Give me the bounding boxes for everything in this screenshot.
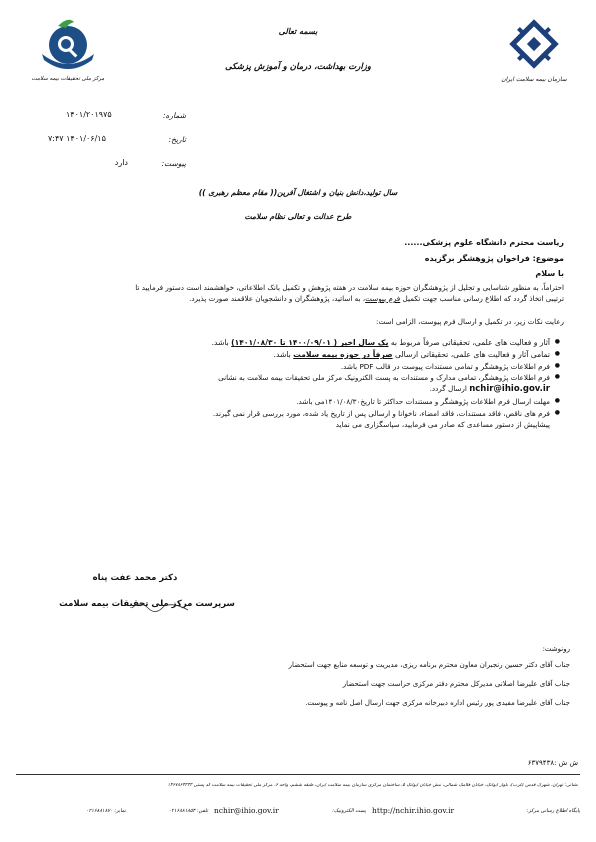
attachment-form-ref: فرم پیوست [365,294,401,304]
center-email: nchir@ihio.gov.ir [469,384,550,395]
date-label: تاریخ: [168,135,186,144]
basmala: بسمه تعالی [278,26,318,36]
ministry-name: وزارت بهداشت، درمان و آموزش پزشکی [225,62,371,72]
fax-number: نمابر: ۰۲۱۶۸۸۱۸۷۰ [85,808,126,814]
signature-scribble-icon [130,598,190,614]
note-item-pdf: ● فرم اطلاعات پژوهشگر و تمامی مستندات پیوست در قالب PDF باشد. [62,361,560,372]
website-link[interactable]: http://nchir.ihio.gov.ir [372,806,455,815]
email-link[interactable]: nchir@ihio.gov.ir [214,806,279,815]
number-label: شماره: [163,111,186,120]
org-logo-right [494,18,574,92]
signer-name: دکتر محمد عفت پناه [92,573,178,583]
subject: موضوع: فراخوان پژوهشگر برگزیده [424,254,564,263]
copy-item: جناب آقای علیرضا مفیدی پور رئیس اداره دبیرخانه مرکزی جهت ارسال اصل نامه و پیوست. [305,699,570,707]
org-name-left: مرکز ملی تحقیقات بیمه سلامت [31,76,105,82]
copies-label: رونوشت: [542,645,570,653]
note-item-scope: ● تمامی آثار و فعالیت های علمی، تحقیقاتی ارسالی صرفاً در حوزه بیمه سلامت باشد. [62,349,560,361]
phone-number: تلفن: ۰۲۱۶۸۸۱۸۵۴ [168,808,208,814]
health-insurance-logo-icon [494,18,574,70]
intro-line-1: احتراماً، به منظور شناسایی و تجلیل از پژوهشگران حوزه بیمه سلامت در هفته پژوهش و تکمیل بانک اطلاعاتی، خواهشمند است دستور فرمایید تا [135,283,564,292]
letter-body [62,238,564,430]
date-value: ۷:۴۷ ۱۴۰۱/۰۶/۱۵ [48,134,106,143]
copy-item: جناب آقای علیرضا اصلانی مدیرکل محترم دفتر مرکزی حراست جهت استحضار [342,680,570,688]
footer-address: نشانی: تهران، شهرک قدس (غرب)، بلوار ایوانک، خیابان فلامک شمالی، نبش خیابان ایوانک ۵، ساختمان مرکزی سازمان بیمه سلامت ایران، طبقه ششم، واحد ۶، مرکز ملی تحقیقات بیمه سلامت کد پستی ۱۴۶۷۸۶۴۳۳۳ [167,783,578,788]
closing-line: پیشاپیش از دستور مساعدی که صادر می فرمایید، سپاسگزاری می نماید [335,419,550,429]
website-label: پایگاه اطلاع رسانی مرکز: [526,808,580,814]
signer-title: سرپرست مرکز ملی تحقیقات بیمه سلامت [59,599,235,609]
plan-slogan: طرح عدالت و تعالی نظام سلامت [244,212,352,221]
org-logo-left [28,14,108,88]
recipient: ریاست محترم دانشگاه علوم پزشکی...... [404,238,564,247]
attachment-label: پیوست: [161,159,186,168]
note-item-deadline: ● مهلت ارسال فرم اطلاعات پژوهشگر و مستندات حداکثر تا تاریخ۱۴۰۱/۰۸/۳۰می باشد. [62,396,560,407]
note-item-period: ● آثار و فعالیت های علمی، تحقیقاتی صرفاً مربوط به یک سال اخیر ( ۱۴۰۰/۰۹/۰۱ تا ۱۴۰۱/۰۸/۳۰) باشد. [62,337,560,349]
notes-list [62,337,564,418]
greeting: با سلام [535,269,564,278]
org-name-right: سازمان بیمه سلامت ایران [501,76,567,83]
email-label: پست الکترونیک: [332,808,366,814]
year-slogan: سال تولید،دانش بنیان و اشتغال آفرین(( مقام معظم رهبری )) [198,188,398,197]
intro-paragraph [62,282,564,304]
attachment-value: دارد [114,158,128,167]
intro-line-2: ترتیبی اتخاذ گردد که اطلاع رسانی مناسب جهت تکمیل فرم پیوست، به اساتید، پژوهشگران و دانشجویان علاقمند صورت پذیرد. [189,294,564,304]
number-value: ۱۴۰۱/۲۰۱۹۷۵ [66,110,112,119]
copy-item: جناب آقای دکتر حسین رنجبران معاون محترم برنامه ریزی، مدیریت و توسعه منابع جهت استحضار [288,661,570,669]
document-code: ش ش :۶۳۷۹۴۳۸ [527,759,578,767]
note-item-email: ● فرم اطلاعات پژوهشگر، تمامی مدارک و مستندات به پست الکترونیک مرکز ملی تحقیقات بیمه سلامت به نشانی nchir@ihio.gov.ir ارسال گردد. [62,372,560,396]
note-item-rejection: ● فرم های ناقص، فاقد مستندات، فاقد امضاء، ناخوانا و ارسالی پس از تاریخ یاد شده، مورد بررسی قرار نمی گیرند. [62,408,560,419]
notes-intro: رعایت نکات زیر، در تکمیل و ارسال فرم پیوست، الزامی است: [376,317,564,327]
copies-section [120,645,570,707]
research-center-logo-icon [28,14,108,74]
footer-rule [16,774,580,775]
